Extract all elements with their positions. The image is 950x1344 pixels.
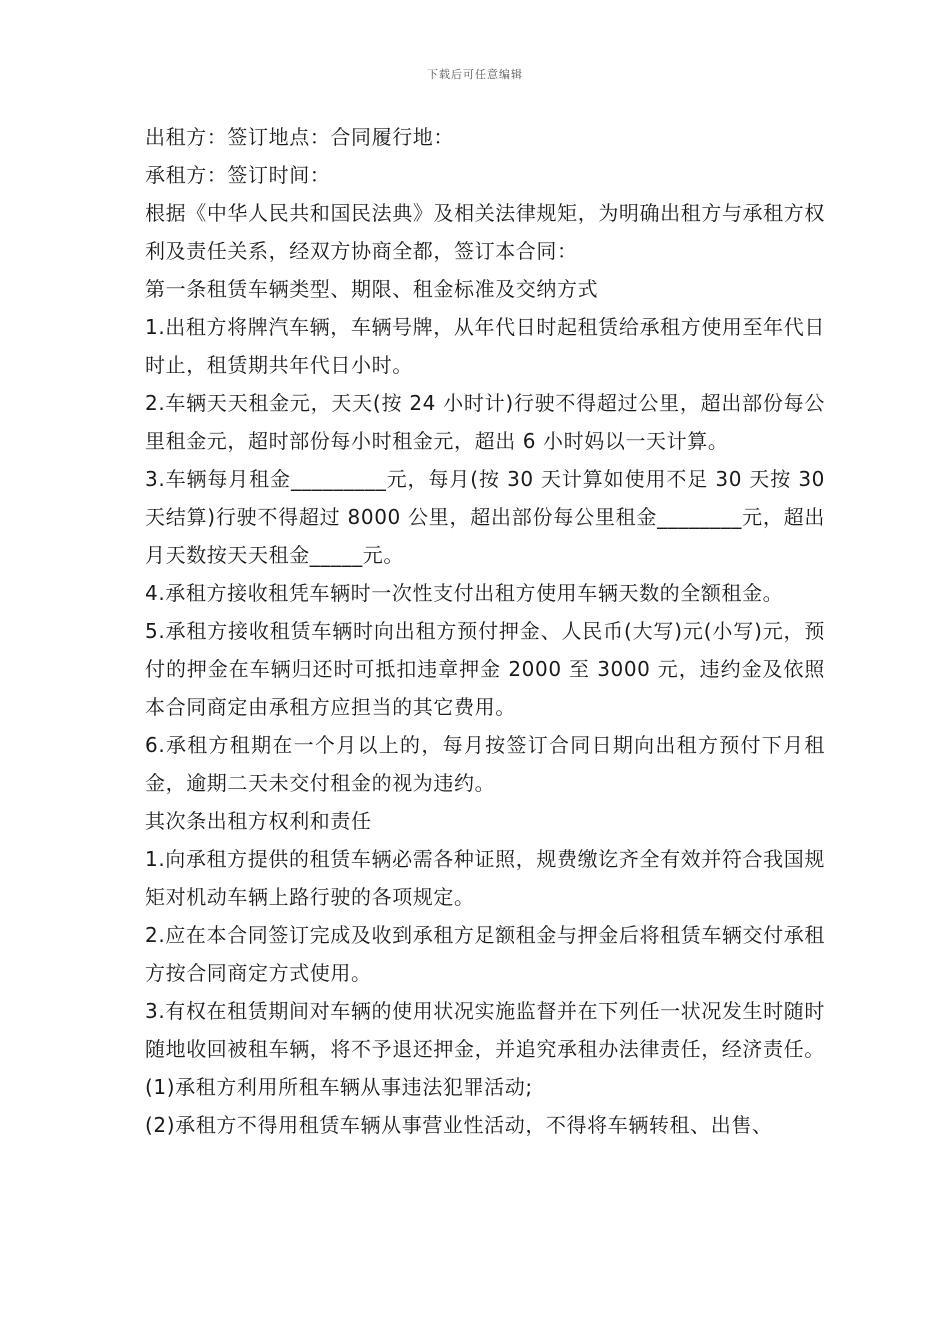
preamble-paragraph: 根据《中华人民共和国民法典》及相关法律规矩，为明确出租方与承租方权利及责任关系，经双方协商全都，签订本合同：: [145, 201, 825, 263]
clause-paragraph: 4.承租方接收租凭车辆时一次性支付出租方使用车辆天数的全额租金。: [145, 581, 784, 605]
clause-paragraph: 3.车辆每月租金_________元，每月(按 30 天计算如使用不足 30 天按 30 天结算)行驶不得超过 8000 公里，超出部份每公里租金________元，超出月天数按天天租金_____元。: [145, 467, 825, 567]
clause-paragraph: 1.出租方将牌汽车辆，车辆号牌，从年代日时起租赁给承租方使用至年代日时止，租赁期共年代日小时。: [145, 315, 825, 377]
party-lessor-line: 出租方：签订地点：合同履行地：: [145, 125, 454, 149]
clause-paragraph: 5.承租方接收租赁车辆时向出租方预付押金、人民币(大写)元(小写)元，预付的押金在车辆归还时可抵扣违章押金 2000 至 3000 元，违约金及依照本合同商定由承租方应担当的其它费用。: [145, 619, 825, 719]
clause-paragraph: 6.承租方租期在一个月以上的，每月按签订合同日期向出租方预付下月租金，逾期二天未交付租金的视为违约。: [145, 733, 825, 795]
clause-paragraph: 3.有权在租赁期间对车辆的使用状况实施监督并在下列任一状况发生时随时随地收回被租车辆，将不予退还押金，并追究承租办法律责任，经济责任。: [145, 999, 825, 1061]
header-note: 下载后可任意编辑: [427, 68, 523, 81]
article-1-heading: 第一条租赁车辆类型、期限、租金标准及交纳方式: [145, 277, 599, 301]
sub-clause-paragraph: (1)承租方利用所租车辆从事违法犯罪活动;: [145, 1075, 533, 1099]
article-2-heading: 其次条出租方权利和责任: [145, 809, 372, 833]
clause-paragraph: 2.车辆天天租金元，天天(按 24 小时计)行驶不得超过公里，超出部份每公里租金元，超时部份每小时租金元，超出 6 小时妈以一天计算。: [145, 391, 825, 453]
party-lessee-line: 承租方：签订时间：: [145, 163, 331, 187]
sub-clause-paragraph: (2)承租方不得用租赁车辆从事营业性活动，不得将车辆转租、出售、: [145, 1113, 773, 1137]
contract-body: [145, 118, 825, 1144]
clause-paragraph: 1.向承租方提供的租赁车辆必需各种证照，规费缴讫齐全有效并符合我国规矩对机动车辆上路行驶的各项规定。: [145, 847, 825, 909]
clause-paragraph: 2.应在本合同签订完成及收到承租方足额租金与押金后将租赁车辆交付承租方按合同商定方式使用。: [145, 923, 825, 985]
